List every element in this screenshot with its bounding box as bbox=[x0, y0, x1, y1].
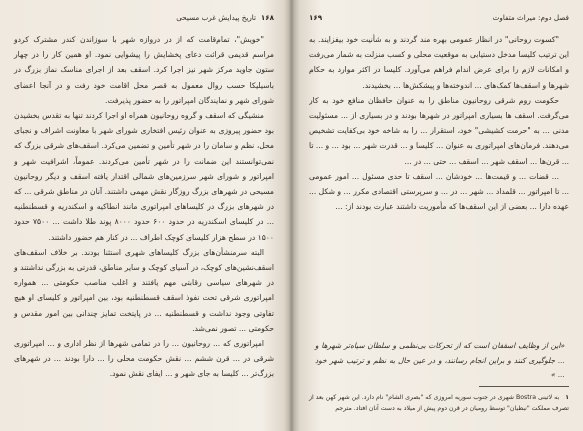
left-paragraph-1: "خویش"، تمام‌قامت که از در دروازه شهر با سوزاندن کندر مشترک کردو مراسم قدیمی قرائت دعای پخشایش را پیشوایی نمود. او همین کار را در چهار ستون جاوید مرکز شهر نیز اجرا کرد. اسقف بعد از اجرای مناسک نماز بزرگ در باسیلیکا حسب روال معمول به قصر محل اقامت خود رفت و در آنجا اعضای شورای شهر و نمایندگان امپراتور را به حضور پذیرفت. bbox=[14, 35, 274, 105]
right-running-title: فصل دوم: میراث متفاوت bbox=[492, 13, 569, 22]
block-quote: «این از وظایف اسقفان است که از تحرکات بی‌نظمی و سلطان سیاه‌تر شهرها و ... جلوگیری کنند و براین انجام رسانند، و در عین حال به نظم و ترتیب شهر خود ... » bbox=[315, 341, 565, 379]
left-page-body bbox=[14, 32, 274, 382]
left-paragraph-2: منشیگی که اسقف و گروه روحانیون همراه او اجرا کردند تنها به تقدس بخشیدن بود حضور پیروزی به عنوان رئیس افتخاری شورای شهر با معاونت اشراف و نجبای محل، نظم و سامان را در شهر تأمین و تضمین می‌کرد. اسقف‌های شرقی بزرگ که نمی‌توانستند این ضمانت را در شهر تأمین می‌کردند. عموماً، اشرافیت شهر و امپراتور و شورای شهر سرزمین‌های شمالی اقتدار یافته اسقف و دیگر روحانیون مسیحی در شهرهای بزرگ روزگار نقش مهمی داشتند. آنان در مناطق شرقی ... که در شهرهای بزرگ در کلیساهای امپراتوری مانند انطاکیه و اسکندریه و قسطنطنیه ... در کلیسای اسکندریه در حدود ۶۰۰ حدود ۸۰۰۰ پوند طلا داشت ... ۷۵۰۰ حدود ۱۵۰۰ در سطح هزار کلیسای کوچک اطراف ... در کنار هم حضور داشتند. bbox=[14, 111, 274, 242]
right-paragraph-3: ... قضات ... و قیمت‌ها ... خودشان ... اسقف تا حدی مسئول ... امور عمومی ... تا امپراتور ... قلمداد ... شهر ... در ... و سرپرستی اقتصادی مکرر ... و شکل ... عهده دارا ... بعضی از این اسقف‌ها که مأموریت داشتند عبارت بودند از: ... bbox=[309, 171, 569, 212]
book-gutter bbox=[284, 0, 300, 431]
right-page-header bbox=[309, 12, 569, 24]
right-paragraph-1: "کسوت روحانی" در انظار عمومی بهره مند گردند و به شأنیت خود بیفزایند. به این ترتیب کلیسا مدخل دستیابی به موقعیت محلی و کسب منزلت به شمار می‌رفت و امکانات لازم را برای عرض اندام فراهم می‌آورد. کلیسا در اکثر موارد به حکام شهرها و اسقف‌ها کمک‌های ... اندوخته‌ها و پیشکش‌ها ... بخشیدند. bbox=[309, 35, 569, 90]
left-page bbox=[8, 0, 280, 431]
left-paragraph-4: امپراتوری که ... روحانیون ... را در تمامی شهرها از نظر اداری و ... امپراتوری شرقی در ... قرن ششم ... نقش حکومت محلی را ... دارا بودند ... در شهرهای بزرگ‌تر ... کلیسا به جای شهر و ... ایفای نقش نمود. bbox=[14, 339, 274, 379]
right-paragraph-2: حکومت روم شرقی روحانیون مناطق را به عنوان حافظان منافع خود به کار می‌گرفت. اسقف ها بسیاری امپراتور در شهرها بودند و در بسیاری از ... مسئولیت مدنی ... به "حرمت کشیشی" خود، استقرار ... را به شاخه خود بی‌کفایت تشخیص می‌دهند. فرمان‌های امپراتوری به عنوان ... کلیسا و ... قدرت شهر ... بود ... و ... تا ... قرن‌ها ... اسقف شهر ... اسقف ... حتی ... در ... bbox=[309, 95, 569, 166]
footnote-marker: ۱ bbox=[565, 394, 569, 401]
footnote-text: به لاتینی Bostra شهری در جنوب سوریه امروزی که "بصری الشام" نام دارد. این شهر کهن بعد از تصرف مملکت "نبطیان" توسط رومیان در قرن دوم پیش از میلاد به دست آنان افتاد. مترجم bbox=[309, 394, 569, 412]
right-page-body bbox=[309, 32, 569, 332]
left-page-header bbox=[14, 12, 274, 24]
right-page-number: ۱۶۹ bbox=[309, 13, 323, 22]
right-page bbox=[303, 0, 575, 431]
footnote-divider bbox=[479, 386, 569, 387]
left-running-title: تاریخ پیدایش غرب مسیحی bbox=[176, 13, 256, 22]
left-page-number: ۱۶۸ bbox=[260, 13, 274, 22]
footnote bbox=[309, 392, 569, 414]
left-paragraph-3: البته سرمنشأن‌های بزرگ کلیساهای شهری استثنا بودند. بر خلاف اسقف‌های اسقف‌نشین‌های کوچک، در آسیای کوچک و سایر مناطق، قدرتی به بزرگی نداشتند و در شهرهای سیاسی رقابتی مهم یافتند و اغلب مناصب حکومتی ... همواره امپراتوری شرقی تحت نفوذ اسقف قسطنطنیه بود، بین امپراتور و کلیسای او هیچ تفاوتی وجود نداشت و قسطنطنیه ... در پایتخت تمایز چندانی بین امور مقدس و حکومتی ... تصور نمی‌شد. bbox=[14, 247, 274, 333]
